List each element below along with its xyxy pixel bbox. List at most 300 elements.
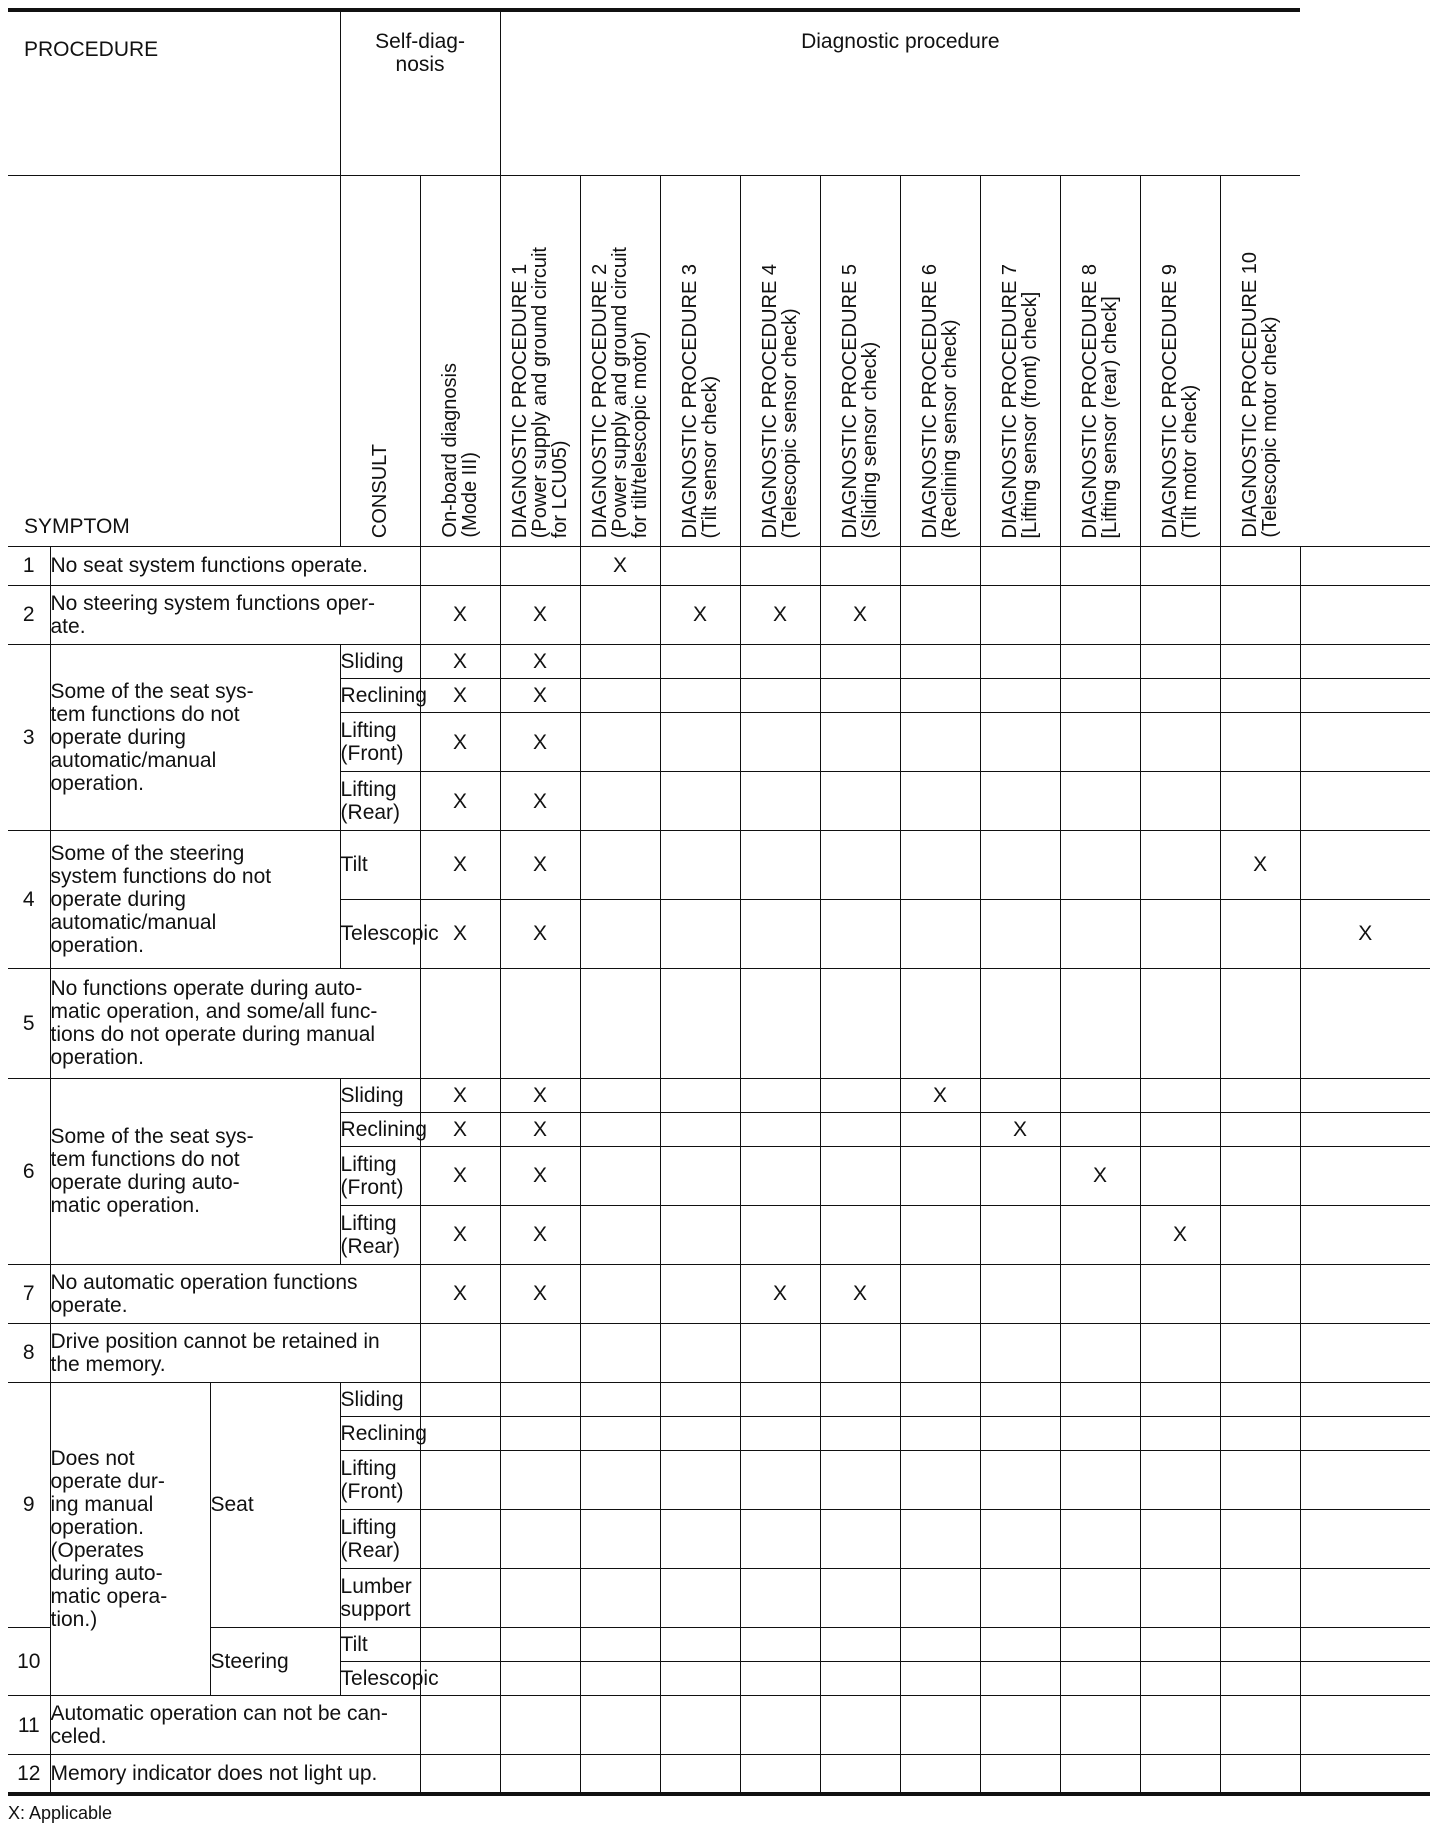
mark-cell-col10 (1140, 1628, 1220, 1662)
mark-cell-col9 (1060, 831, 1140, 900)
procedure-header: PROCEDURE (8, 10, 340, 175)
mark-cell-col5 (740, 1417, 820, 1451)
table-row (8, 831, 1430, 900)
mark-cell-col6 (820, 713, 900, 772)
sub-item: Lifting (Front) (340, 1451, 420, 1510)
mark-cell-col4 (660, 1205, 740, 1264)
mark-cell-col10 (1140, 1569, 1220, 1628)
symptom-description: Does not operate dur- ing manual operation. (Operates during auto- matic opera- tion.) (50, 1382, 210, 1696)
mark-cell-col3 (580, 831, 660, 900)
mark-cell-col11 (1220, 1323, 1300, 1382)
mark-cell-col1 (420, 1451, 500, 1510)
symptom-number: 10 (8, 1628, 50, 1696)
mark-cell-col1: X (420, 1205, 500, 1264)
symptom-number: 3 (8, 644, 50, 830)
mark-cell-col12 (1300, 1510, 1430, 1569)
mark-cell-col5 (740, 644, 820, 678)
mark-cell-col2 (500, 1417, 580, 1451)
mark-cell-col9 (1060, 1323, 1140, 1382)
mark-cell-col9 (1060, 1205, 1140, 1264)
mark-cell-col10 (1140, 1078, 1220, 1112)
mark-cell-col1: X (420, 772, 500, 831)
sub-item: Lifting (Rear) (340, 772, 420, 831)
mark-cell-col12 (1300, 547, 1430, 586)
sub-item: Lumber support (340, 1569, 420, 1628)
mark-cell-col1 (420, 1323, 500, 1382)
mark-cell-col5 (740, 1755, 820, 1794)
mark-cell-col7 (900, 1417, 980, 1451)
mark-cell-col4 (660, 1662, 740, 1696)
mark-cell-col9 (1060, 585, 1140, 644)
column-header-label: DIAGNOSTIC PROCEDURE 8 [Lifting sensor (rear) check] (1079, 263, 1122, 539)
mark-cell-col6 (820, 1662, 900, 1696)
mark-cell-col12 (1300, 1147, 1430, 1206)
table-row (8, 10, 1430, 175)
mark-cell-col12 (1300, 1451, 1430, 1510)
mark-cell-col9 (1060, 1755, 1140, 1794)
mark-cell-col6 (820, 644, 900, 678)
mark-cell-col6 (820, 1112, 900, 1146)
mark-cell-col12 (1300, 1628, 1430, 1662)
mark-cell-col4 (660, 1628, 740, 1662)
column-header-7 (820, 175, 900, 546)
mark-cell-col10 (1140, 1147, 1220, 1206)
mark-cell-col4 (660, 1755, 740, 1794)
mark-cell-col9 (1060, 899, 1140, 968)
mark-cell-col12 (1300, 644, 1430, 678)
mark-cell-col12: X (1300, 899, 1430, 968)
column-header-label: DIAGNOSTIC PROCEDURE 5 (Sliding sensor check) (839, 263, 882, 539)
mark-cell-col7 (900, 1147, 980, 1206)
mark-cell-col7 (900, 899, 980, 968)
mark-cell-col10 (1140, 1510, 1220, 1569)
mark-cell-col1 (420, 547, 500, 586)
mark-cell-col7 (900, 1510, 980, 1569)
group-label-seat: Seat (210, 1382, 340, 1627)
mark-cell-col8 (980, 585, 1060, 644)
mark-cell-col7 (900, 1755, 980, 1794)
mark-cell-col9 (1060, 968, 1140, 1078)
mark-cell-col9 (1060, 644, 1140, 678)
mark-cell-col10 (1140, 713, 1220, 772)
mark-cell-col9 (1060, 1078, 1140, 1112)
mark-cell-col4 (660, 831, 740, 900)
sub-item: Sliding (340, 1382, 420, 1416)
mark-cell-col4 (660, 679, 740, 713)
symptom-number: 6 (8, 1078, 50, 1264)
mark-cell-col3: X (580, 547, 660, 586)
mark-cell-col12 (1300, 1382, 1430, 1416)
mark-cell-col8 (980, 1451, 1060, 1510)
mark-cell-col3 (580, 1205, 660, 1264)
mark-cell-col7 (900, 1569, 980, 1628)
mark-cell-col2: X (500, 831, 580, 900)
mark-cell-col8 (980, 1628, 1060, 1662)
mark-cell-col2 (500, 1451, 580, 1510)
symptom-description: Memory indicator does not light up. (50, 1755, 420, 1794)
mark-cell-col12 (1300, 713, 1430, 772)
mark-cell-col10 (1140, 968, 1220, 1078)
mark-cell-col9: X (1060, 1147, 1140, 1206)
symptom-description: No seat system functions operate. (50, 547, 420, 586)
mark-cell-col11 (1220, 1662, 1300, 1696)
mark-cell-col9 (1060, 1112, 1140, 1146)
mark-cell-col4 (660, 1569, 740, 1628)
mark-cell-col3 (580, 968, 660, 1078)
mark-cell-col1 (420, 968, 500, 1078)
mark-cell-col7 (900, 1112, 980, 1146)
table-row (8, 1078, 1430, 1112)
mark-cell-col2: X (500, 899, 580, 968)
mark-cell-col7 (900, 1205, 980, 1264)
mark-cell-col10 (1140, 1382, 1220, 1416)
mark-cell-col3 (580, 713, 660, 772)
mark-cell-col3 (580, 1628, 660, 1662)
mark-cell-col5 (740, 968, 820, 1078)
table-row (8, 644, 1430, 678)
column-header-5 (660, 175, 740, 546)
table-row (8, 585, 1430, 644)
mark-cell-col11 (1220, 713, 1300, 772)
mark-cell-col7 (900, 1662, 980, 1696)
mark-cell-col8 (980, 1147, 1060, 1206)
mark-cell-col2: X (500, 1205, 580, 1264)
column-header-label: DIAGNOSTIC PROCEDURE 7 [Lifting sensor (front) check] (999, 263, 1042, 539)
mark-cell-col5 (740, 1147, 820, 1206)
mark-cell-col2: X (500, 679, 580, 713)
mark-cell-col11 (1220, 547, 1300, 586)
mark-cell-col8 (980, 644, 1060, 678)
mark-cell-col5 (740, 899, 820, 968)
mark-cell-col5 (740, 713, 820, 772)
mark-cell-col8 (980, 1510, 1060, 1569)
mark-cell-col6 (820, 1078, 900, 1112)
mark-cell-col1: X (420, 713, 500, 772)
mark-cell-col10 (1140, 679, 1220, 713)
sub-item: Sliding (340, 1078, 420, 1112)
mark-cell-col3 (580, 1696, 660, 1755)
mark-cell-col12 (1300, 1417, 1430, 1451)
mark-cell-col5 (740, 679, 820, 713)
mark-cell-col4 (660, 1510, 740, 1569)
mark-cell-col6 (820, 968, 900, 1078)
mark-cell-col2 (500, 1510, 580, 1569)
mark-cell-col12 (1300, 679, 1430, 713)
mark-cell-col8 (980, 547, 1060, 586)
mark-cell-col11 (1220, 1205, 1300, 1264)
mark-cell-col1 (420, 1696, 500, 1755)
mark-cell-col7 (900, 1696, 980, 1755)
mark-cell-col4 (660, 1382, 740, 1416)
mark-cell-col3 (580, 1451, 660, 1510)
table-row (8, 1628, 1430, 1662)
mark-cell-col7 (900, 713, 980, 772)
column-header-label: CONSULT (369, 443, 392, 539)
mark-cell-col3 (580, 1755, 660, 1794)
mark-cell-col5 (740, 1510, 820, 1569)
mark-cell-col8 (980, 968, 1060, 1078)
column-header-label: DIAGNOSTIC PROCEDURE 9 (Tilt motor check) (1159, 263, 1202, 539)
mark-cell-col8 (980, 899, 1060, 968)
sub-item: Lifting (Rear) (340, 1510, 420, 1569)
column-header-8 (900, 175, 980, 546)
mark-cell-col11 (1220, 1696, 1300, 1755)
mark-cell-col3 (580, 1382, 660, 1416)
mark-cell-col12 (1300, 831, 1430, 900)
mark-cell-col9 (1060, 679, 1140, 713)
mark-cell-col3 (580, 1323, 660, 1382)
mark-cell-col3 (580, 679, 660, 713)
mark-cell-col10 (1140, 831, 1220, 900)
sub-item: Telescopic (340, 899, 420, 968)
mark-cell-col1: X (420, 1112, 500, 1146)
mark-cell-col11 (1220, 968, 1300, 1078)
mark-cell-col5 (740, 1205, 820, 1264)
mark-cell-col11 (1220, 1078, 1300, 1112)
mark-cell-col7 (900, 1264, 980, 1323)
mark-cell-col6 (820, 1451, 900, 1510)
mark-cell-col3 (580, 1662, 660, 1696)
mark-cell-col1: X (420, 679, 500, 713)
mark-cell-col12 (1300, 968, 1430, 1078)
mark-cell-col8 (980, 831, 1060, 900)
mark-cell-col11 (1220, 679, 1300, 713)
mark-cell-col10 (1140, 1696, 1220, 1755)
table-row (8, 1323, 1430, 1382)
mark-cell-col11 (1220, 1382, 1300, 1416)
column-header-9 (980, 175, 1060, 546)
mark-cell-col2: X (500, 772, 580, 831)
mark-cell-col5 (740, 831, 820, 900)
sub-item: Reclining (340, 1112, 420, 1146)
column-header-label: DIAGNOSTIC PROCEDURE 4 (Telescopic sensor check) (759, 263, 802, 539)
mark-cell-col12 (1300, 1696, 1430, 1755)
mark-cell-col10 (1140, 1662, 1220, 1696)
mark-cell-col2: X (500, 644, 580, 678)
mark-cell-col7 (900, 679, 980, 713)
symptom-description: Some of the seat sys- tem functions do not operate during automatic/manual operation. (50, 644, 340, 830)
symptom-number: 1 (8, 547, 50, 586)
mark-cell-col12 (1300, 1323, 1430, 1382)
mark-cell-col7 (900, 547, 980, 586)
mark-cell-col4 (660, 1451, 740, 1510)
column-header-11 (1140, 175, 1220, 546)
mark-cell-col2 (500, 1662, 580, 1696)
mark-cell-col11 (1220, 1755, 1300, 1794)
column-header-1 (340, 175, 420, 546)
mark-cell-col12 (1300, 585, 1430, 644)
mark-cell-col1: X (420, 1078, 500, 1112)
column-header-label: DIAGNOSTIC PROCEDURE 3 (Tilt sensor check) (679, 263, 722, 539)
mark-cell-col4 (660, 1417, 740, 1451)
mark-cell-col9 (1060, 1696, 1140, 1755)
mark-cell-col12 (1300, 1264, 1430, 1323)
column-header-4 (580, 175, 660, 546)
sub-item: Lifting (Front) (340, 1147, 420, 1206)
mark-cell-col7 (900, 1451, 980, 1510)
mark-cell-col4 (660, 547, 740, 586)
column-header-label: DIAGNOSTIC PROCEDURE 10 (Telescopic motor check) (1239, 252, 1282, 539)
symptom-description: No steering system functions oper- ate. (50, 585, 420, 644)
mark-cell-col8 (980, 679, 1060, 713)
mark-cell-col6 (820, 899, 900, 968)
mark-cell-col12 (1300, 1755, 1430, 1794)
mark-cell-col12 (1300, 1112, 1430, 1146)
mark-cell-col5: X (740, 585, 820, 644)
mark-cell-col6 (820, 679, 900, 713)
mark-cell-col8 (980, 1264, 1060, 1323)
mark-cell-col5 (740, 1382, 820, 1416)
mark-cell-col8 (980, 1205, 1060, 1264)
mark-cell-col4 (660, 644, 740, 678)
sub-item: Tilt (340, 1628, 420, 1662)
mark-cell-col6 (820, 1323, 900, 1382)
mark-cell-col12 (1300, 1078, 1430, 1112)
mark-cell-col2: X (500, 585, 580, 644)
mark-cell-col2: X (500, 1264, 580, 1323)
mark-cell-col2 (500, 1569, 580, 1628)
mark-cell-col3 (580, 644, 660, 678)
mark-cell-col7 (900, 772, 980, 831)
mark-cell-col8 (980, 713, 1060, 772)
mark-cell-col4 (660, 968, 740, 1078)
mark-cell-col2 (500, 547, 580, 586)
mark-cell-col2 (500, 1696, 580, 1755)
mark-cell-col4 (660, 1078, 740, 1112)
column-header-2 (420, 175, 500, 546)
mark-cell-col3 (580, 585, 660, 644)
mark-cell-col8 (980, 1662, 1060, 1696)
mark-cell-col9 (1060, 1569, 1140, 1628)
mark-cell-col2 (500, 1628, 580, 1662)
mark-cell-col6 (820, 1755, 900, 1794)
symptom-description: No functions operate during auto- matic operation, and some/all func- tions do not operate during manual operation. (50, 968, 420, 1078)
mark-cell-col6 (820, 1382, 900, 1416)
mark-cell-col4 (660, 1696, 740, 1755)
mark-cell-col8 (980, 1323, 1060, 1382)
mark-cell-col9 (1060, 1417, 1140, 1451)
mark-cell-col11: X (1220, 831, 1300, 900)
mark-cell-col8: X (980, 1112, 1060, 1146)
mark-cell-col1 (420, 1569, 500, 1628)
mark-cell-col2 (500, 1755, 580, 1794)
mark-cell-col3 (580, 1510, 660, 1569)
mark-cell-col9 (1060, 1662, 1140, 1696)
mark-cell-col11 (1220, 1147, 1300, 1206)
mark-cell-col1: X (420, 899, 500, 968)
legend-note: X: Applicable (8, 1803, 113, 1823)
mark-cell-col10 (1140, 772, 1220, 831)
mark-cell-col1 (420, 1755, 500, 1794)
mark-cell-col12 (1300, 772, 1430, 831)
group-label-steering: Steering (210, 1628, 340, 1696)
mark-cell-col5 (740, 1569, 820, 1628)
sub-item: Lifting (Front) (340, 713, 420, 772)
mark-cell-col8 (980, 1696, 1060, 1755)
mark-cell-col9 (1060, 1628, 1140, 1662)
symptom-number: 12 (8, 1755, 50, 1794)
mark-cell-col6: X (820, 1264, 900, 1323)
mark-cell-col3 (580, 1112, 660, 1146)
mark-cell-col9 (1060, 1264, 1140, 1323)
mark-cell-col2: X (500, 1078, 580, 1112)
mark-cell-col2: X (500, 1112, 580, 1146)
table-row (8, 1755, 1430, 1794)
mark-cell-col8 (980, 1569, 1060, 1628)
mark-cell-col11 (1220, 772, 1300, 831)
mark-cell-col4 (660, 713, 740, 772)
mark-cell-col9 (1060, 547, 1140, 586)
mark-cell-col12 (1300, 1205, 1430, 1264)
mark-cell-col8 (980, 1382, 1060, 1416)
mark-cell-col4 (660, 1147, 740, 1206)
mark-cell-col6: X (820, 585, 900, 644)
mark-cell-col4 (660, 1112, 740, 1146)
mark-cell-col5 (740, 1662, 820, 1696)
mark-cell-col10 (1140, 547, 1220, 586)
symptom-number: 5 (8, 968, 50, 1078)
mark-cell-col10 (1140, 644, 1220, 678)
mark-cell-col1 (420, 1628, 500, 1662)
mark-cell-col7 (900, 1382, 980, 1416)
column-header-label: DIAGNOSTIC PROCEDURE 2 (Power supply and ground circuit for tilt/telescopic motor) (589, 246, 652, 539)
symptom-procedure-table (8, 8, 1430, 1796)
mark-cell-col6 (820, 1147, 900, 1206)
mark-cell-col7 (900, 831, 980, 900)
mark-cell-col4 (660, 899, 740, 968)
mark-cell-col5 (740, 547, 820, 586)
mark-cell-col7 (900, 1323, 980, 1382)
mark-cell-col8 (980, 772, 1060, 831)
mark-cell-col5 (740, 1078, 820, 1112)
mark-cell-col11 (1220, 1628, 1300, 1662)
mark-cell-col3 (580, 1417, 660, 1451)
symptom-description: Automatic operation can not be can- celed. (50, 1696, 420, 1755)
mark-cell-col12 (1300, 1569, 1430, 1628)
mark-cell-col6 (820, 1205, 900, 1264)
mark-cell-col2: X (500, 1147, 580, 1206)
mark-cell-col4 (660, 1323, 740, 1382)
table-row (8, 1696, 1430, 1755)
mark-cell-col7 (900, 968, 980, 1078)
column-header-label: DIAGNOSTIC PROCEDURE 6 (Reclining sensor check) (919, 263, 962, 539)
mark-cell-col6 (820, 1569, 900, 1628)
mark-cell-col4 (660, 1264, 740, 1323)
mark-cell-col10 (1140, 899, 1220, 968)
sub-item: Telescopic (340, 1662, 420, 1696)
table-row (8, 1382, 1430, 1416)
mark-cell-col11 (1220, 1264, 1300, 1323)
mark-cell-col2: X (500, 713, 580, 772)
mark-cell-col7 (900, 585, 980, 644)
mark-cell-col7 (900, 1628, 980, 1662)
sub-item: Reclining (340, 1417, 420, 1451)
sub-item: Lifting (Rear) (340, 1205, 420, 1264)
mark-cell-col3 (580, 899, 660, 968)
mark-cell-col6 (820, 1696, 900, 1755)
symptom-description: Some of the seat sys- tem functions do not operate during auto- matic operation. (50, 1078, 340, 1264)
mark-cell-col8 (980, 1078, 1060, 1112)
mark-cell-col9 (1060, 1510, 1140, 1569)
mark-cell-col5 (740, 1451, 820, 1510)
mark-cell-col6 (820, 831, 900, 900)
mark-cell-col1: X (420, 585, 500, 644)
mark-cell-col5: X (740, 1264, 820, 1323)
symptom-number: 4 (8, 831, 50, 968)
mark-cell-col5 (740, 1323, 820, 1382)
mark-cell-col11 (1220, 899, 1300, 968)
mark-cell-col11 (1220, 1569, 1300, 1628)
